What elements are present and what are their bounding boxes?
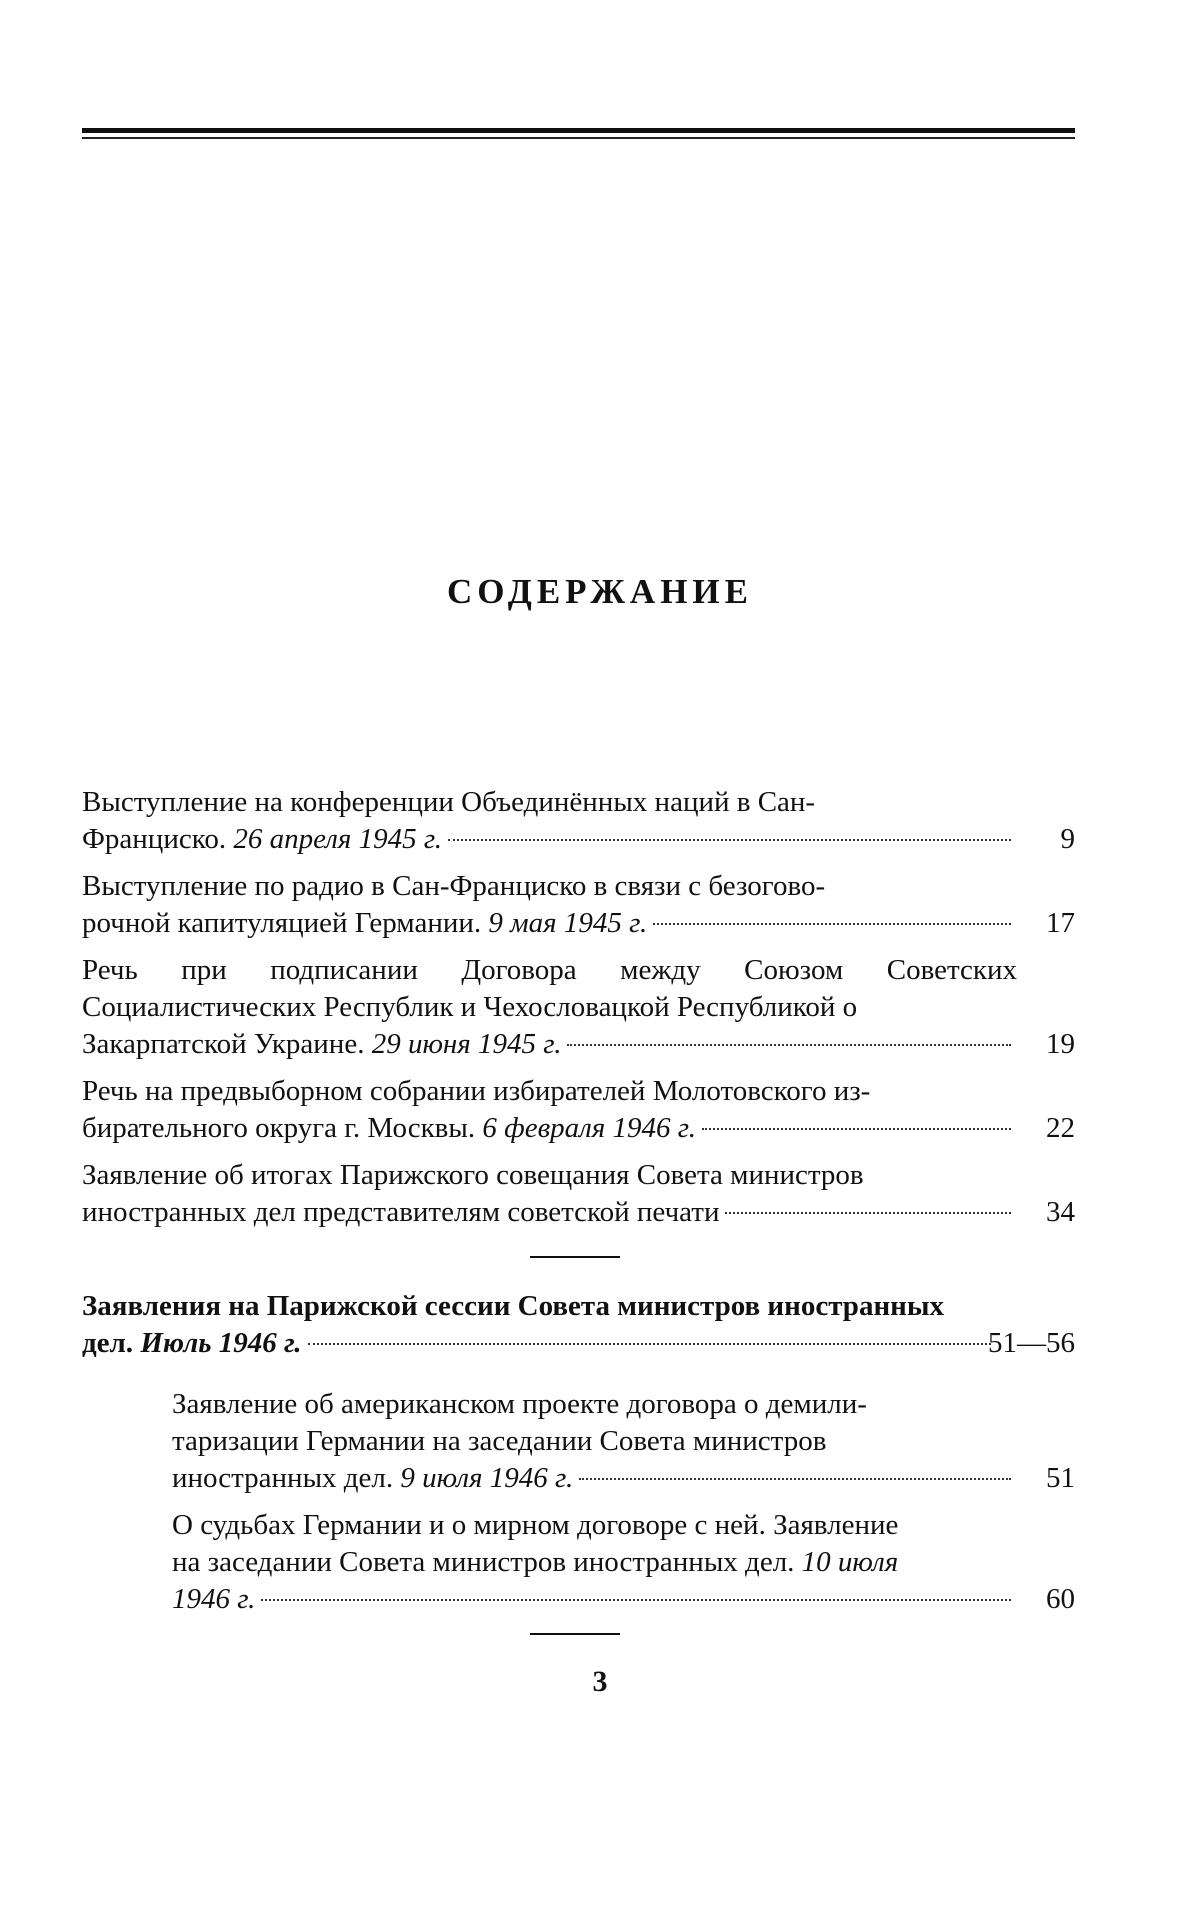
toc-entry-page: 60 [1046, 1583, 1075, 1615]
toc-entry-1 [82, 784, 1075, 858]
dot-leader [725, 1212, 1011, 1214]
toc-entry-text: иностранных дел представителям советской печати [82, 1196, 720, 1228]
toc-entry-text: дел. [82, 1327, 134, 1359]
toc-entry-text: бирательного округа г. Москвы. [82, 1112, 476, 1144]
dot-leader [308, 1343, 991, 1345]
page-number: 3 [592, 1665, 608, 1698]
toc-entry-5 [82, 1157, 1075, 1231]
toc-entry-text: рочной капитуляцией Германии. [82, 907, 482, 939]
separator-rule [530, 1256, 620, 1258]
toc-entry-last-line [82, 1110, 1017, 1147]
toc-entry-last-line [82, 1194, 1017, 1231]
toc-entry-page: 17 [1046, 907, 1075, 939]
toc-entry-page: 19 [1046, 1028, 1075, 1060]
toc-entry-3 [82, 952, 1075, 1063]
toc-entry-text: Франциско. [82, 823, 227, 855]
dot-leader [653, 923, 1011, 925]
toc-entry-page: 51 [1046, 1462, 1075, 1494]
toc-entry-text: Выступление по радио в Сан-Франциско в связи с безогово- [82, 870, 826, 902]
toc-entry-last-line [172, 1581, 1017, 1618]
toc-entry-4 [82, 1073, 1075, 1147]
dot-leader [702, 1128, 1011, 1130]
toc-entry-text: Заявление об итогах Парижского совещания Совета министров [82, 1159, 864, 1191]
toc-entry-date: 9 мая 1945 г. [488, 907, 648, 939]
toc-entry-date: 9 июля 1946 г. [400, 1462, 574, 1494]
toc-main [82, 784, 1075, 1241]
toc-entry-last-line [172, 1460, 1017, 1497]
toc-entry-text: Речь при подписании Договора между Союзом Советских Социалистических Республик и Чехословацкой Республикой о [82, 954, 1017, 1023]
dot-leader [261, 1599, 1011, 1601]
toc-entry-last-line [82, 905, 1017, 942]
toc-entry-line [172, 1544, 1017, 1581]
toc-entry-text: Заявление об американском проекте договора о демили- [172, 1388, 867, 1420]
top-rule-thin [82, 137, 1075, 139]
toc-entry-page: 22 [1046, 1112, 1075, 1144]
toc-entry-date: 10 июля [801, 1546, 899, 1578]
toc-entry-text: Речь на предвыборном собрании избирателей Молотовского из- [82, 1075, 871, 1107]
toc-subentry-2 [172, 1507, 1075, 1618]
toc-entry-text: иностранных дел. [172, 1462, 394, 1494]
toc-entry-2 [82, 868, 1075, 942]
toc-entry-date: 26 апреля 1945 г. [233, 823, 443, 855]
toc-entry-text: таризации Германии на заседании Совета министров [172, 1425, 827, 1457]
toc-entry-text: Закарпатской Украине. [82, 1028, 365, 1060]
toc-entry-text: на заседании Совета министров иностранных дел. [172, 1546, 795, 1578]
toc-entry-page: 9 [1060, 823, 1075, 855]
toc-entry-last-line [82, 1325, 997, 1362]
toc-section [82, 1288, 1075, 1372]
separator-rule [530, 1633, 620, 1635]
dot-leader [579, 1478, 1011, 1480]
toc-entry-last-line [82, 821, 1017, 858]
page-title: СОДЕРЖАНИЕ [446, 572, 753, 611]
toc-entry-page: 34 [1046, 1196, 1075, 1228]
toc-entry-date: 6 февраля 1946 г. [482, 1112, 696, 1144]
toc-entry-date: 29 июня 1945 г. [371, 1028, 562, 1060]
toc-entry-date: 1946 г. [172, 1583, 256, 1615]
toc-subentries [172, 1386, 1075, 1628]
toc-entry-text: Выступление на конференции Объединённых наций в Сан- [82, 786, 816, 818]
toc-section-heading [82, 1288, 1075, 1362]
toc-entry-date: Июль 1946 г. [140, 1327, 302, 1359]
toc-entry-page: 51—56 [988, 1327, 1075, 1359]
dot-leader [448, 839, 1011, 841]
toc-entry-text: Заявления на Парижской сессии Совета министров иностранных [82, 1290, 944, 1322]
toc-entry-text: О судьбах Германии и о мирном договоре с ней. Заявление [172, 1509, 899, 1541]
top-rule [82, 128, 1075, 133]
toc-entry-last-line [82, 1026, 1017, 1063]
dot-leader [567, 1044, 1011, 1046]
toc-subentry-1 [172, 1386, 1075, 1497]
